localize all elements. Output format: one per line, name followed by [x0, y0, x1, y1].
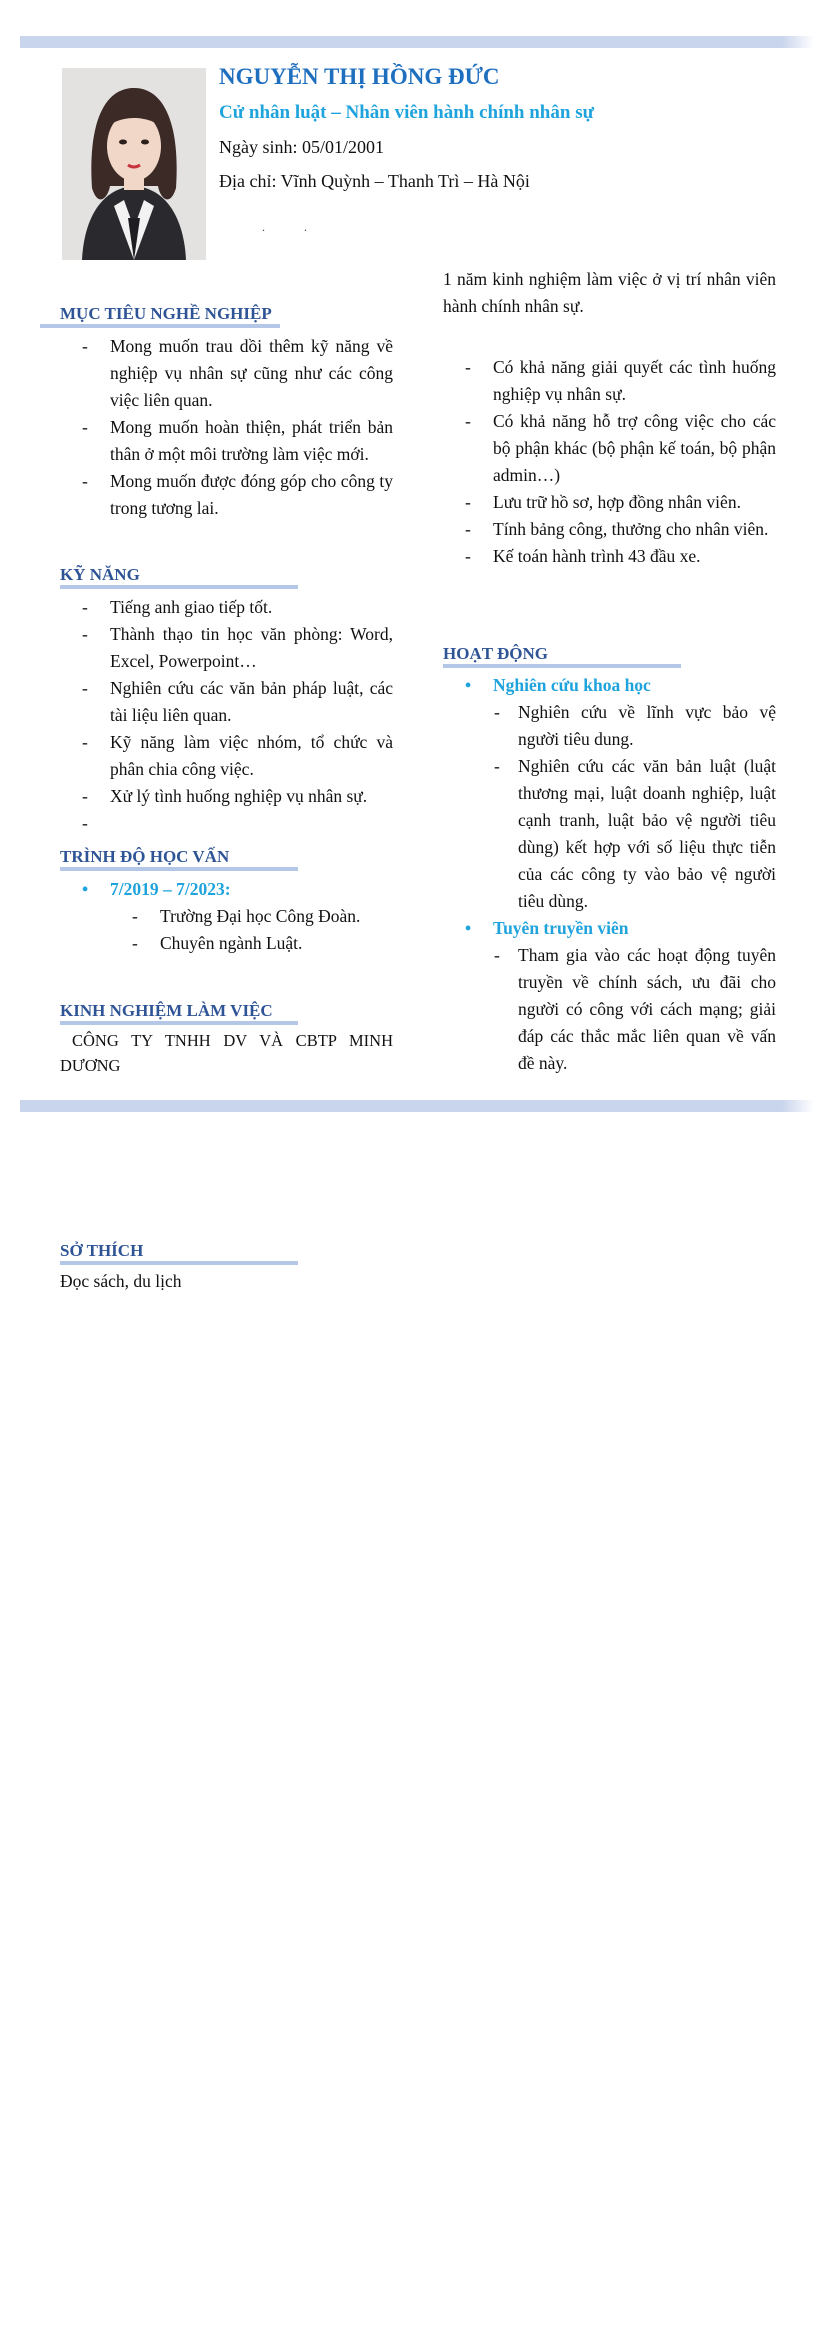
activity-item: - Nghiên cứu các văn bản luật (luật thương mại, luật doanh nghiệp, luật cạnh tranh, luật bảo vệ người tiêu dùng) kết hợp với số liệu thực tiễn của các công ty vào bảo vệ người tiêu dùng.: [443, 753, 776, 915]
experience-summary-text: 1 năm kinh nghiệm làm việc ở vị trí nhân viên hành chính nhân sự.: [443, 269, 776, 316]
education-item: - Trường Đại học Công Đoàn.: [60, 903, 393, 930]
dot-bullet-icon: •: [82, 879, 89, 899]
experience-title: KINH NGHIỆM LÀM VIỆC: [60, 1001, 273, 1020]
job-title: Cử nhân luật – Nhân viên hành chính nhân sự: [219, 102, 594, 123]
skills-section: [60, 594, 393, 837]
address: Địa chỉ: Vĩnh Quỳnh – Thanh Trì – Hà Nội: [219, 171, 530, 191]
experience-duties: [443, 354, 776, 570]
education-underline: [60, 867, 298, 871]
skill-item: - Kỹ năng làm việc nhóm, tổ chức và phân chia công việc.: [60, 729, 393, 783]
dot-bullet-icon: •: [465, 675, 472, 695]
activity-item: - Tham gia vào các hoạt động tuyên truyền về chính sách, ưu đãi cho người có công với cách mạng; giải đáp các thắc mắc liên quan về vấn đề này.: [443, 942, 776, 1077]
experience-underline: [60, 1021, 298, 1025]
full-name: NGUYỄN THỊ HỒNG ĐỨC: [219, 64, 500, 89]
portrait-photo: [62, 68, 206, 260]
skills-title: KỸ NĂNG: [60, 565, 140, 584]
activities-section: [443, 672, 776, 1077]
skill-item: - Nghiên cứu các văn bản pháp luật, các tài liệu liên quan.: [60, 675, 393, 729]
hobbies-title: SỞ THÍCH: [60, 1241, 144, 1260]
skill-item: - Tiếng anh giao tiếp tốt.: [60, 594, 393, 621]
objective-title: MỤC TIÊU NGHỀ NGHIỆP: [60, 304, 272, 323]
activity-group-label: Tuyên truyền viên: [493, 918, 629, 938]
education-title: TRÌNH ĐỘ HỌC VẤN: [60, 847, 230, 866]
activities-underline: [443, 664, 681, 668]
objective-section: [60, 333, 393, 522]
objective-item: - Mong muốn trau dồi thêm kỹ năng về nghiệp vụ nhân sự cũng như các công việc liên quan.: [60, 333, 393, 414]
duty-item: - Tính bảng công, thưởng cho nhân viên.: [443, 516, 776, 543]
education-period-label: 7/2019 – 7/2023:: [110, 879, 231, 899]
skill-item: [60, 810, 393, 837]
activity-group-label: Nghiên cứu khoa học: [493, 675, 651, 695]
activity-group-heading: [443, 915, 776, 942]
duty-item: - Kế toán hành trình 43 đầu xe.: [443, 543, 776, 570]
education-item: - Chuyên ngành Luật.: [60, 930, 393, 957]
header: [219, 62, 779, 194]
dot-bullet-icon: •: [465, 918, 472, 938]
objective-underline: [40, 324, 280, 328]
skills-underline: [60, 585, 298, 589]
experience-summary: [443, 266, 776, 320]
activity-item: - Nghiên cứu về lĩnh vực bảo vệ người tiêu dung.: [443, 699, 776, 753]
education-section: [60, 876, 393, 957]
faint-marks: . .: [262, 220, 325, 234]
hobbies-underline: [60, 1261, 298, 1265]
duty-item: - Có khả năng giải quyết các tình huống nghiệp vụ nhân sự.: [443, 354, 776, 408]
skill-item: - Xử lý tình huống nghiệp vụ nhân sự.: [60, 783, 393, 810]
hobbies-text: Đọc sách, du lịch: [60, 1271, 182, 1291]
company-name: CÔNG TY TNHH DV VÀ CBTP MINH DƯƠNG: [60, 1031, 393, 1075]
activity-group-heading: [443, 672, 776, 699]
duty-item: - Có khả năng hỗ trợ công việc cho các bộ phận khác (bộ phận kế toán, bộ phận admin…): [443, 408, 776, 489]
skill-item: - Thành thạo tin học văn phòng: Word, Excel, Powerpoint…: [60, 621, 393, 675]
date-of-birth: Ngày sinh: 05/01/2001: [219, 137, 384, 157]
duty-item: - Lưu trữ hồ sơ, hợp đồng nhân viên.: [443, 489, 776, 516]
experience-company: [60, 1028, 393, 1078]
education-period: [60, 876, 393, 903]
middle-band: [20, 1100, 814, 1112]
top-band: [20, 36, 814, 48]
objective-item: - Mong muốn hoàn thiện, phát triển bản thân ở một môi trường làm việc mới.: [60, 414, 393, 468]
activities-title: HOẠT ĐỘNG: [443, 644, 549, 663]
objective-item: - Mong muốn được đóng góp cho công ty trong tương lai.: [60, 468, 393, 522]
